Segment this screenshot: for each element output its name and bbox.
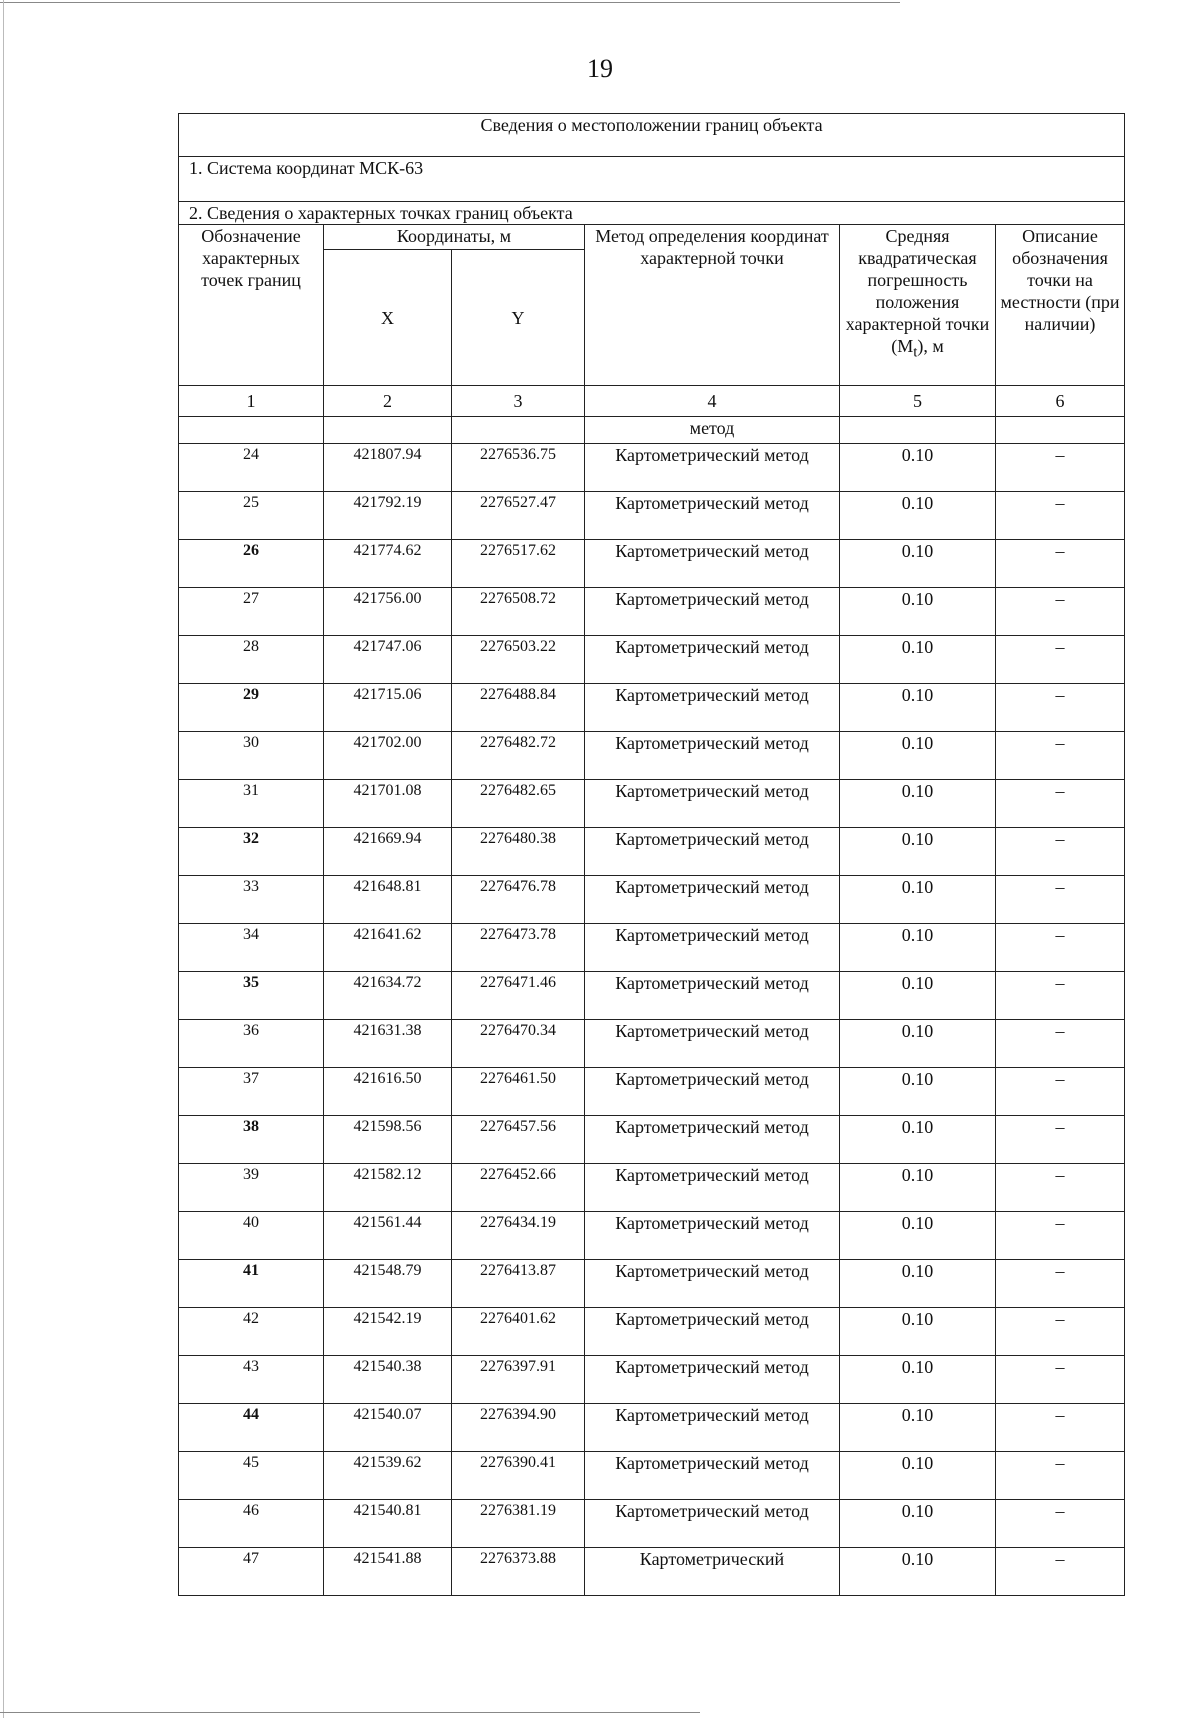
description: –: [996, 492, 1125, 540]
mean-error: 0.10: [840, 1212, 996, 1260]
point-id: 43: [179, 1356, 324, 1404]
x-coordinate: 421631.38: [324, 1020, 452, 1068]
mean-error: 0.10: [840, 540, 996, 588]
table-row: [179, 492, 1125, 540]
point-id: 39: [179, 1164, 324, 1212]
y-coordinate: 2276394.90: [452, 1404, 585, 1452]
description: –: [996, 540, 1125, 588]
header-mean-error-text: Средняя квадратическая погрешность положения характерной точки (M: [845, 226, 990, 356]
mean-error: 0.10: [840, 684, 996, 732]
mean-error: 0.10: [840, 1068, 996, 1116]
table-row: [179, 1020, 1125, 1068]
description: –: [996, 684, 1125, 732]
x-coordinate: 421540.38: [324, 1356, 452, 1404]
continuation-method: метод: [585, 417, 840, 444]
x-coordinate: 421715.06: [324, 684, 452, 732]
mean-error: 0.10: [840, 1308, 996, 1356]
method: Картометрический метод: [585, 1356, 840, 1404]
mean-error: 0.10: [840, 1116, 996, 1164]
mean-error: 0.10: [840, 1260, 996, 1308]
table-row: [179, 972, 1125, 1020]
description: –: [996, 876, 1125, 924]
continuation-cell: [324, 417, 452, 444]
point-id: 46: [179, 1500, 324, 1548]
table-row: [179, 732, 1125, 780]
table-row: [179, 636, 1125, 684]
y-coordinate: 2276401.62: [452, 1308, 585, 1356]
mean-error: 0.10: [840, 492, 996, 540]
y-coordinate: 2276373.88: [452, 1548, 585, 1596]
method: Картометрический метод: [585, 972, 840, 1020]
point-id: 29: [179, 684, 324, 732]
y-coordinate: 2276508.72: [452, 588, 585, 636]
description: –: [996, 1116, 1125, 1164]
x-coordinate: 421701.08: [324, 780, 452, 828]
mean-error: 0.10: [840, 1452, 996, 1500]
y-coordinate: 2276536.75: [452, 444, 585, 492]
method: Картометрический метод: [585, 1164, 840, 1212]
x-coordinate: 421561.44: [324, 1212, 452, 1260]
scan-edge-bottom: [0, 1712, 700, 1714]
point-id: 25: [179, 492, 324, 540]
header-x: X: [324, 250, 452, 386]
table-row: [179, 1068, 1125, 1116]
x-coordinate: 421747.06: [324, 636, 452, 684]
header-mean-error-subscript: t: [913, 344, 918, 361]
point-id: 26: [179, 540, 324, 588]
table-row: [179, 444, 1125, 492]
x-coordinate: 421540.07: [324, 1404, 452, 1452]
table-row: [179, 1116, 1125, 1164]
description: –: [996, 1212, 1125, 1260]
method: Картометрический метод: [585, 492, 840, 540]
header-description: Описание обозначения точки на местности (при наличии): [996, 225, 1125, 386]
table-row: [179, 828, 1125, 876]
method: Картометрический метод: [585, 828, 840, 876]
table-row: [179, 1500, 1125, 1548]
mean-error: 0.10: [840, 1020, 996, 1068]
continuation-cell: [840, 417, 996, 444]
y-coordinate: 2276473.78: [452, 924, 585, 972]
mean-error: 0.10: [840, 444, 996, 492]
mean-error: 0.10: [840, 1356, 996, 1404]
method: Картометрический метод: [585, 1308, 840, 1356]
x-coordinate: 421648.81: [324, 876, 452, 924]
page-number: 19: [587, 54, 613, 83]
y-coordinate: 2276397.91: [452, 1356, 585, 1404]
description: –: [996, 828, 1125, 876]
method: Картометрический: [585, 1548, 840, 1596]
point-id: 41: [179, 1260, 324, 1308]
mean-error: 0.10: [840, 1404, 996, 1452]
y-coordinate: 2276527.47: [452, 492, 585, 540]
x-coordinate: 421582.12: [324, 1164, 452, 1212]
table-row: [179, 1212, 1125, 1260]
points-section: 2. Сведения о характерных точках границ объекта: [179, 202, 1125, 225]
point-id: 45: [179, 1452, 324, 1500]
table-row: [179, 1308, 1125, 1356]
method: Картометрический метод: [585, 684, 840, 732]
coordinate-system-section: 1. Система координат МСК-63: [179, 157, 1125, 202]
method: Картометрический метод: [585, 1404, 840, 1452]
x-coordinate: 421541.88: [324, 1548, 452, 1596]
description: –: [996, 1260, 1125, 1308]
table-row: [179, 1452, 1125, 1500]
header-method: Метод определения координат характерной точки: [585, 225, 840, 386]
mean-error: 0.10: [840, 876, 996, 924]
x-coordinate: 421616.50: [324, 1068, 452, 1116]
description: –: [996, 1068, 1125, 1116]
mean-error: 0.10: [840, 1500, 996, 1548]
mean-error: 0.10: [840, 924, 996, 972]
method: Картометрический метод: [585, 636, 840, 684]
point-id: 44: [179, 1404, 324, 1452]
table-row: [179, 1404, 1125, 1452]
mean-error: 0.10: [840, 972, 996, 1020]
table-row: [179, 1548, 1125, 1596]
method: Картометрический метод: [585, 924, 840, 972]
x-coordinate: 421539.62: [324, 1452, 452, 1500]
column-number: 1: [179, 386, 324, 417]
x-coordinate: 421792.19: [324, 492, 452, 540]
scan-edge-left: [3, 0, 5, 1718]
column-number: 6: [996, 386, 1125, 417]
description: –: [996, 972, 1125, 1020]
table-row: [179, 924, 1125, 972]
description: –: [996, 780, 1125, 828]
mean-error: 0.10: [840, 828, 996, 876]
description: –: [996, 636, 1125, 684]
header-mean-error: [840, 225, 996, 386]
y-coordinate: 2276434.19: [452, 1212, 585, 1260]
point-id: 27: [179, 588, 324, 636]
mean-error: 0.10: [840, 1548, 996, 1596]
y-coordinate: 2276457.56: [452, 1116, 585, 1164]
point-id: 34: [179, 924, 324, 972]
table-row: [179, 540, 1125, 588]
y-coordinate: 2276452.66: [452, 1164, 585, 1212]
mean-error: 0.10: [840, 636, 996, 684]
description: –: [996, 444, 1125, 492]
description: –: [996, 1164, 1125, 1212]
y-coordinate: 2276461.50: [452, 1068, 585, 1116]
point-id: 36: [179, 1020, 324, 1068]
boundary-points-table: [178, 113, 1125, 1596]
mean-error: 0.10: [840, 1164, 996, 1212]
y-coordinate: 2276470.34: [452, 1020, 585, 1068]
x-coordinate: 421807.94: [324, 444, 452, 492]
table-row: [179, 876, 1125, 924]
x-coordinate: 421634.72: [324, 972, 452, 1020]
mean-error: 0.10: [840, 588, 996, 636]
table-row: [179, 1164, 1125, 1212]
y-coordinate: 2276503.22: [452, 636, 585, 684]
method: Картометрический метод: [585, 1068, 840, 1116]
description: –: [996, 1404, 1125, 1452]
point-id: 38: [179, 1116, 324, 1164]
point-id: 24: [179, 444, 324, 492]
point-id: 47: [179, 1548, 324, 1596]
header-point-designation: Обозначение характерных точек границ: [179, 225, 324, 386]
description: –: [996, 1308, 1125, 1356]
column-number: 3: [452, 386, 585, 417]
y-coordinate: 2276413.87: [452, 1260, 585, 1308]
table-row: [179, 588, 1125, 636]
point-id: 30: [179, 732, 324, 780]
description: –: [996, 1500, 1125, 1548]
method: Картометрический метод: [585, 1116, 840, 1164]
point-id: 28: [179, 636, 324, 684]
method: Картометрический метод: [585, 1212, 840, 1260]
y-coordinate: 2276482.65: [452, 780, 585, 828]
point-id: 42: [179, 1308, 324, 1356]
y-coordinate: 2276480.38: [452, 828, 585, 876]
table-row: [179, 780, 1125, 828]
method: Картометрический метод: [585, 876, 840, 924]
y-coordinate: 2276482.72: [452, 732, 585, 780]
continuation-cell: [452, 417, 585, 444]
x-coordinate: 421542.19: [324, 1308, 452, 1356]
mean-error: 0.10: [840, 780, 996, 828]
x-coordinate: 421756.00: [324, 588, 452, 636]
y-coordinate: 2276476.78: [452, 876, 585, 924]
x-coordinate: 421774.62: [324, 540, 452, 588]
header-coordinates: Координаты, м: [324, 225, 585, 250]
method: Картометрический метод: [585, 444, 840, 492]
x-coordinate: 421669.94: [324, 828, 452, 876]
method: Картометрический метод: [585, 1260, 840, 1308]
mean-error: 0.10: [840, 732, 996, 780]
column-number: 2: [324, 386, 452, 417]
y-coordinate: 2276381.19: [452, 1500, 585, 1548]
table-row: [179, 684, 1125, 732]
description: –: [996, 1548, 1125, 1596]
header-y: Y: [452, 250, 585, 386]
description: –: [996, 1452, 1125, 1500]
method: Картометрический метод: [585, 1500, 840, 1548]
table-title: Сведения о местоположении границ объекта: [179, 114, 1125, 157]
description: –: [996, 588, 1125, 636]
description: –: [996, 924, 1125, 972]
header-mean-error-unit: ), м: [917, 336, 944, 356]
column-number: 5: [840, 386, 996, 417]
y-coordinate: 2276471.46: [452, 972, 585, 1020]
method: Картометрический метод: [585, 588, 840, 636]
y-coordinate: 2276488.84: [452, 684, 585, 732]
x-coordinate: 421641.62: [324, 924, 452, 972]
column-number: 4: [585, 386, 840, 417]
y-coordinate: 2276390.41: [452, 1452, 585, 1500]
scan-edge-top: [0, 2, 900, 4]
continuation-cell: [996, 417, 1125, 444]
point-id: 37: [179, 1068, 324, 1116]
description: –: [996, 1020, 1125, 1068]
table-row: [179, 1356, 1125, 1404]
table-row: [179, 1260, 1125, 1308]
x-coordinate: 421598.56: [324, 1116, 452, 1164]
point-id: 35: [179, 972, 324, 1020]
point-id: 33: [179, 876, 324, 924]
method: Картометрический метод: [585, 540, 840, 588]
description: –: [996, 1356, 1125, 1404]
method: Картометрический метод: [585, 1452, 840, 1500]
x-coordinate: 421548.79: [324, 1260, 452, 1308]
continuation-cell: [179, 417, 324, 444]
point-id: 32: [179, 828, 324, 876]
method: Картометрический метод: [585, 1020, 840, 1068]
method: Картометрический метод: [585, 732, 840, 780]
y-coordinate: 2276517.62: [452, 540, 585, 588]
point-id: 31: [179, 780, 324, 828]
point-id: 40: [179, 1212, 324, 1260]
x-coordinate: 421540.81: [324, 1500, 452, 1548]
method: Картометрический метод: [585, 780, 840, 828]
description: –: [996, 732, 1125, 780]
x-coordinate: 421702.00: [324, 732, 452, 780]
